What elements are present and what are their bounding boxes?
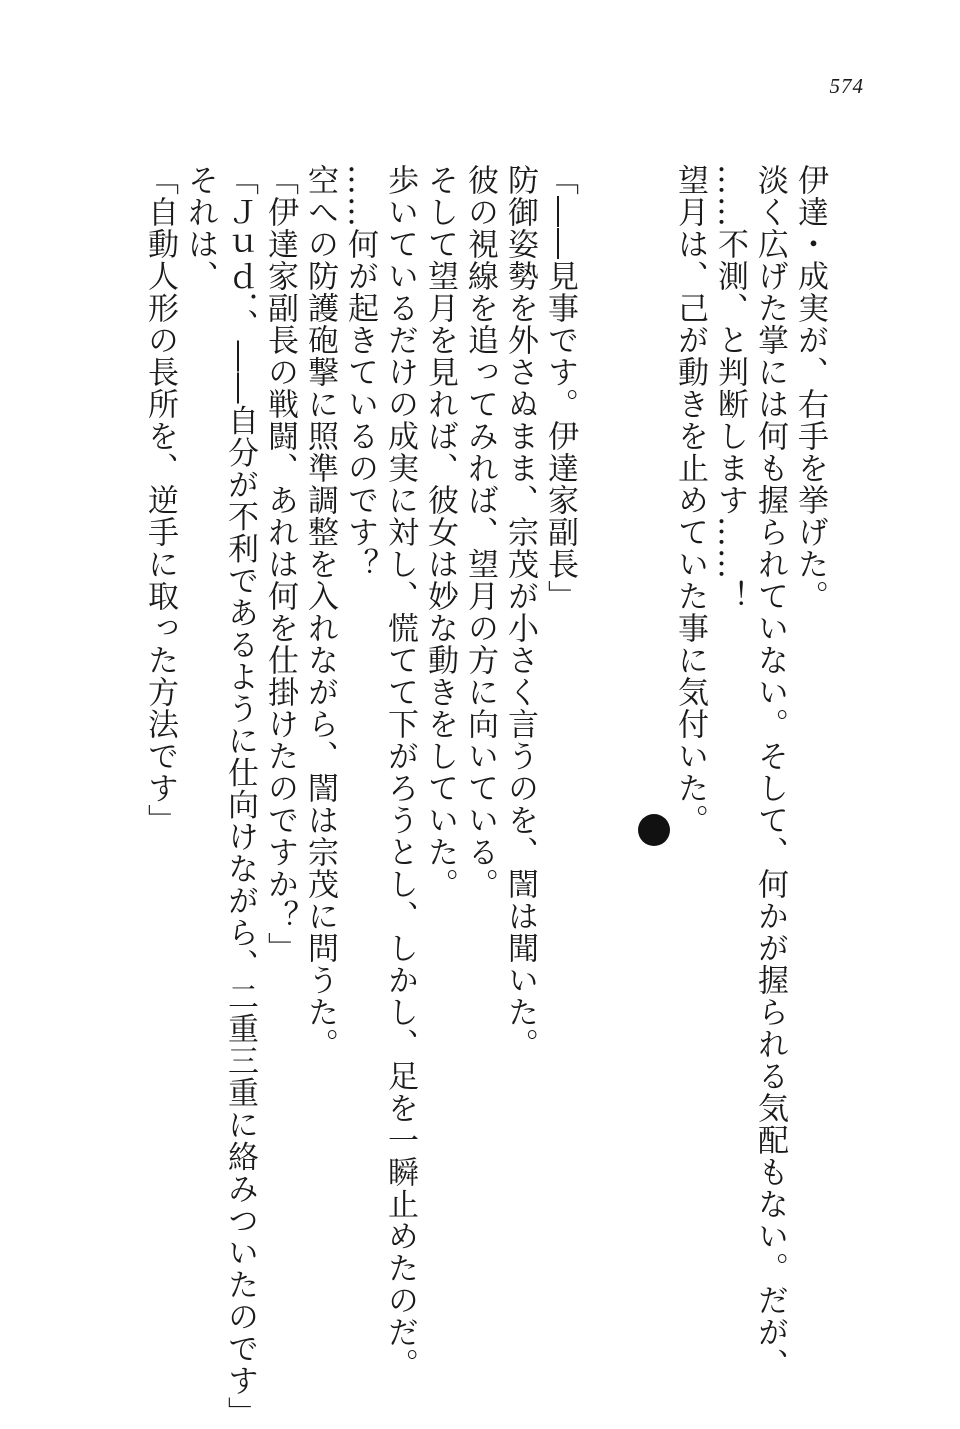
text-line: 淡く広げた掌には何も握られていない。そして、何かが握られる気配もない。だが、 xyxy=(752,164,788,1380)
text-line: それは、 xyxy=(182,164,218,292)
text-line: 歩いているだけの成実に対し、慌てて下がろうとし、しかし、足を一瞬止めたのだ。 xyxy=(382,164,418,1380)
scene-break-dot-icon xyxy=(638,814,670,846)
text-line: 防御姿勢を外さぬまま、宗茂が小さく言うのを、誾は聞いた。 xyxy=(502,164,538,1060)
novel-text xyxy=(140,164,830,1429)
text-line: 伊達・成実が、右手を挙げた。 xyxy=(792,164,828,612)
text-line: 「伊達家副長の戦闘、あれは何を仕掛けたのですか？」 xyxy=(262,164,298,964)
text-line: ……不測、と判断します……！ xyxy=(712,164,748,612)
text-line: 「Ｊｕｄ．、――自分が不利であるように仕向けながら、二重三重に絡みついたのです」 xyxy=(222,164,258,1429)
text-line: 彼の視線を追ってみれば、望月の方に向いている。 xyxy=(462,164,498,900)
text-line: ……何が起きているのです？ xyxy=(342,164,378,580)
page-number: 574 xyxy=(829,74,864,98)
text-line: 「自動人形の長所を、逆手に取った方法です」 xyxy=(142,164,178,836)
text-line: 望月は、己が動きを止めていた事に気付いた。 xyxy=(672,164,708,836)
text-line: 空への防護砲撃に照準調整を入れながら、誾は宗茂に問うた。 xyxy=(302,164,338,1060)
text-line: そして望月を見れば、彼女は妙な動きをしていた。 xyxy=(422,164,458,900)
scene-break-marker xyxy=(580,164,670,1244)
text-line: 「――見事です。伊達家副長」 xyxy=(542,164,578,612)
